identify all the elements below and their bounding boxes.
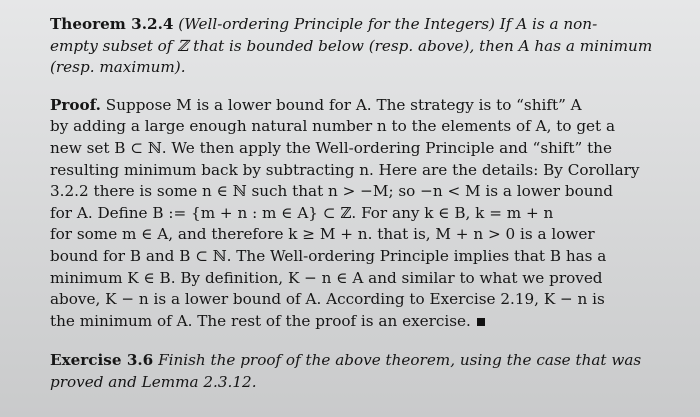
theorem-heading: Theorem 3.2.4 (50, 15, 174, 33)
exercise-text-line: proved and Lemma 2.3.12. (50, 372, 257, 391)
proof-text-line: above, K − n is a lower bound of A. According to Exercise 2.19, K − n is (50, 290, 605, 309)
proof-text-line: by adding a large enough natural number n to the elements of A, to get a (50, 117, 616, 136)
proof-text-line: bound for B and B ⊂ ℕ. The Well-ordering Principle implies that B has a (50, 246, 607, 265)
exercise-text-line: Finish the proof of the above theorem, using the case that was (158, 351, 642, 370)
theorem-text-line: empty subset of ℤ that is bounded below (resp. above), then A has a minimum (50, 36, 653, 55)
theorem-block (50, 14, 666, 79)
proof-text-line: Suppose M is a lower bound for A. The strategy is to “shift” A (105, 95, 582, 114)
qed-square-icon (477, 318, 485, 326)
proof-text-line: for some m ∈ A, and therefore k ≥ M + n. that is, M + n > 0 is a lower (50, 225, 595, 244)
proof-last-line (50, 311, 666, 333)
proof-text-line: the minimum of A. The rest of the proof is an exercise. (50, 311, 471, 330)
proof-text-line: new set B ⊂ ℕ. We then apply the Well-ordering Principle and “shift” the (50, 138, 612, 157)
proof-heading: Proof. (50, 95, 101, 114)
proof-text-line: minimum K ∈ B. By definition, K − n ∈ A and similar to what we proved (50, 268, 603, 287)
theorem-text-line: (resp. maximum). (50, 58, 186, 77)
exercise-block (50, 350, 666, 393)
theorem-text-line: (Well-ordering Principle for the Integers) If A is a non- (178, 15, 598, 33)
theorem-line-1 (50, 14, 666, 36)
proof-line-1 (50, 95, 666, 117)
proof-text-line: for A. Define B := {m + n : m ∈ A} ⊂ ℤ. For any k ∈ B, k = m + n (50, 203, 554, 222)
proof-block (50, 95, 666, 333)
exercise-heading: Exercise 3.6 (50, 351, 154, 370)
proof-text-line: resulting minimum back by subtracting n. Here are the details: By Corollary (50, 160, 640, 179)
exercise-line-1 (50, 350, 666, 372)
proof-text-line: 3.2.2 there is some n ∈ ℕ such that n > −M; so −n < M is a lower bound (50, 182, 614, 201)
